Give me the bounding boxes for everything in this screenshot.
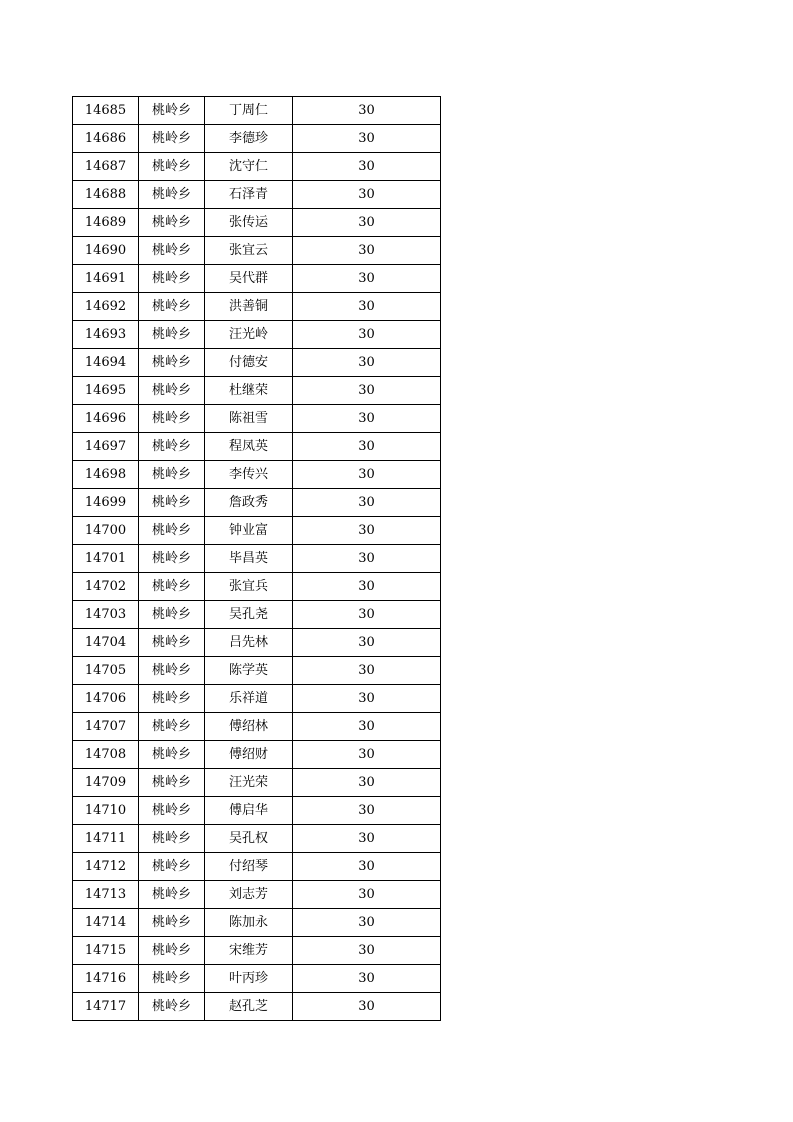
cell-person-name: 傅绍林: [205, 713, 293, 741]
cell-record-id: 14706: [73, 685, 139, 713]
cell-amount: 30: [293, 685, 441, 713]
cell-person-name: 钟业富: [205, 517, 293, 545]
table-row: [73, 853, 441, 881]
cell-person-name: 吕先林: [205, 629, 293, 657]
cell-amount: 30: [293, 657, 441, 685]
cell-record-id: 14713: [73, 881, 139, 909]
cell-amount: 30: [293, 909, 441, 937]
cell-person-name: 陈加永: [205, 909, 293, 937]
cell-record-id: 14708: [73, 741, 139, 769]
cell-record-id: 14689: [73, 209, 139, 237]
cell-person-name: 汪光荣: [205, 769, 293, 797]
cell-record-id: 14717: [73, 993, 139, 1021]
cell-township: 桃岭乡: [139, 321, 205, 349]
cell-record-id: 14705: [73, 657, 139, 685]
cell-township: 桃岭乡: [139, 741, 205, 769]
cell-person-name: 李德珍: [205, 125, 293, 153]
cell-amount: 30: [293, 237, 441, 265]
cell-amount: 30: [293, 741, 441, 769]
table-row: [73, 937, 441, 965]
cell-township: 桃岭乡: [139, 769, 205, 797]
table-row: [73, 657, 441, 685]
cell-amount: 30: [293, 601, 441, 629]
table-row: [73, 881, 441, 909]
cell-amount: 30: [293, 881, 441, 909]
cell-record-id: 14702: [73, 573, 139, 601]
cell-township: 桃岭乡: [139, 825, 205, 853]
cell-record-id: 14707: [73, 713, 139, 741]
cell-amount: 30: [293, 545, 441, 573]
cell-record-id: 14694: [73, 349, 139, 377]
cell-person-name: 傅启华: [205, 797, 293, 825]
cell-person-name: 乐祥道: [205, 685, 293, 713]
roster-table-body: [73, 97, 441, 1021]
cell-record-id: 14701: [73, 545, 139, 573]
cell-amount: 30: [293, 125, 441, 153]
cell-record-id: 14698: [73, 461, 139, 489]
cell-amount: 30: [293, 321, 441, 349]
cell-person-name: 程凤英: [205, 433, 293, 461]
cell-person-name: 傅绍财: [205, 741, 293, 769]
cell-record-id: 14691: [73, 265, 139, 293]
cell-township: 桃岭乡: [139, 377, 205, 405]
cell-township: 桃岭乡: [139, 545, 205, 573]
cell-person-name: 付德安: [205, 349, 293, 377]
cell-township: 桃岭乡: [139, 97, 205, 125]
cell-person-name: 付绍琴: [205, 853, 293, 881]
cell-township: 桃岭乡: [139, 349, 205, 377]
cell-township: 桃岭乡: [139, 629, 205, 657]
table-row: [73, 181, 441, 209]
table-row: [73, 405, 441, 433]
cell-amount: 30: [293, 489, 441, 517]
cell-person-name: 刘志芳: [205, 881, 293, 909]
cell-township: 桃岭乡: [139, 405, 205, 433]
cell-record-id: 14711: [73, 825, 139, 853]
cell-record-id: 14700: [73, 517, 139, 545]
cell-record-id: 14704: [73, 629, 139, 657]
cell-township: 桃岭乡: [139, 937, 205, 965]
cell-person-name: 丁周仁: [205, 97, 293, 125]
cell-record-id: 14696: [73, 405, 139, 433]
cell-person-name: 吴孔尧: [205, 601, 293, 629]
table-row: [73, 993, 441, 1021]
roster-table: [72, 96, 441, 1021]
cell-township: 桃岭乡: [139, 125, 205, 153]
cell-person-name: 李传兴: [205, 461, 293, 489]
table-row: [73, 237, 441, 265]
cell-record-id: 14685: [73, 97, 139, 125]
cell-township: 桃岭乡: [139, 965, 205, 993]
cell-person-name: 沈守仁: [205, 153, 293, 181]
cell-township: 桃岭乡: [139, 909, 205, 937]
cell-township: 桃岭乡: [139, 153, 205, 181]
table-row: [73, 153, 441, 181]
cell-township: 桃岭乡: [139, 685, 205, 713]
cell-record-id: 14715: [73, 937, 139, 965]
cell-township: 桃岭乡: [139, 853, 205, 881]
cell-amount: 30: [293, 97, 441, 125]
cell-person-name: 毕昌英: [205, 545, 293, 573]
cell-township: 桃岭乡: [139, 601, 205, 629]
cell-amount: 30: [293, 797, 441, 825]
table-row: [73, 461, 441, 489]
cell-township: 桃岭乡: [139, 237, 205, 265]
cell-amount: 30: [293, 769, 441, 797]
table-row: [73, 629, 441, 657]
table-row: [73, 517, 441, 545]
cell-amount: 30: [293, 573, 441, 601]
table-row: [73, 433, 441, 461]
table-row: [73, 97, 441, 125]
cell-amount: 30: [293, 377, 441, 405]
cell-person-name: 杜继荣: [205, 377, 293, 405]
cell-person-name: 石泽青: [205, 181, 293, 209]
cell-person-name: 张宜兵: [205, 573, 293, 601]
cell-township: 桃岭乡: [139, 293, 205, 321]
cell-record-id: 14695: [73, 377, 139, 405]
cell-person-name: 洪善铜: [205, 293, 293, 321]
cell-record-id: 14693: [73, 321, 139, 349]
cell-amount: 30: [293, 629, 441, 657]
cell-township: 桃岭乡: [139, 209, 205, 237]
cell-person-name: 吴孔权: [205, 825, 293, 853]
cell-amount: 30: [293, 965, 441, 993]
cell-township: 桃岭乡: [139, 573, 205, 601]
cell-record-id: 14699: [73, 489, 139, 517]
cell-record-id: 14690: [73, 237, 139, 265]
cell-record-id: 14712: [73, 853, 139, 881]
cell-person-name: 汪光岭: [205, 321, 293, 349]
cell-amount: 30: [293, 265, 441, 293]
table-row: [73, 377, 441, 405]
cell-township: 桃岭乡: [139, 461, 205, 489]
cell-person-name: 詹政秀: [205, 489, 293, 517]
cell-person-name: 赵孔芝: [205, 993, 293, 1021]
cell-person-name: 叶丙珍: [205, 965, 293, 993]
table-row: [73, 965, 441, 993]
table-row: [73, 713, 441, 741]
table-row: [73, 265, 441, 293]
cell-township: 桃岭乡: [139, 993, 205, 1021]
cell-record-id: 14687: [73, 153, 139, 181]
cell-person-name: 张传运: [205, 209, 293, 237]
table-row: [73, 545, 441, 573]
cell-amount: 30: [293, 825, 441, 853]
table-row: [73, 769, 441, 797]
cell-township: 桃岭乡: [139, 489, 205, 517]
table-row: [73, 601, 441, 629]
table-row: [73, 349, 441, 377]
table-row: [73, 825, 441, 853]
cell-record-id: 14697: [73, 433, 139, 461]
cell-record-id: 14716: [73, 965, 139, 993]
cell-person-name: 宋维芳: [205, 937, 293, 965]
table-row: [73, 741, 441, 769]
cell-amount: 30: [293, 181, 441, 209]
cell-township: 桃岭乡: [139, 657, 205, 685]
cell-township: 桃岭乡: [139, 797, 205, 825]
table-row: [73, 797, 441, 825]
cell-record-id: 14709: [73, 769, 139, 797]
cell-amount: 30: [293, 517, 441, 545]
cell-person-name: 吴代群: [205, 265, 293, 293]
cell-person-name: 陈学英: [205, 657, 293, 685]
table-row: [73, 489, 441, 517]
cell-amount: 30: [293, 293, 441, 321]
table-row: [73, 321, 441, 349]
cell-record-id: 14703: [73, 601, 139, 629]
cell-township: 桃岭乡: [139, 433, 205, 461]
cell-person-name: 张宜云: [205, 237, 293, 265]
cell-person-name: 陈祖雪: [205, 405, 293, 433]
cell-record-id: 14686: [73, 125, 139, 153]
cell-amount: 30: [293, 405, 441, 433]
cell-amount: 30: [293, 433, 441, 461]
table-row: [73, 209, 441, 237]
table-row: [73, 909, 441, 937]
cell-township: 桃岭乡: [139, 713, 205, 741]
table-row: [73, 293, 441, 321]
cell-amount: 30: [293, 209, 441, 237]
cell-amount: 30: [293, 993, 441, 1021]
cell-township: 桃岭乡: [139, 265, 205, 293]
cell-record-id: 14714: [73, 909, 139, 937]
cell-township: 桃岭乡: [139, 517, 205, 545]
cell-township: 桃岭乡: [139, 881, 205, 909]
table-row: [73, 573, 441, 601]
cell-record-id: 14710: [73, 797, 139, 825]
table-row: [73, 125, 441, 153]
cell-amount: 30: [293, 853, 441, 881]
cell-amount: 30: [293, 937, 441, 965]
cell-amount: 30: [293, 461, 441, 489]
cell-amount: 30: [293, 349, 441, 377]
cell-record-id: 14688: [73, 181, 139, 209]
cell-amount: 30: [293, 713, 441, 741]
cell-amount: 30: [293, 153, 441, 181]
cell-record-id: 14692: [73, 293, 139, 321]
table-row: [73, 685, 441, 713]
cell-township: 桃岭乡: [139, 181, 205, 209]
